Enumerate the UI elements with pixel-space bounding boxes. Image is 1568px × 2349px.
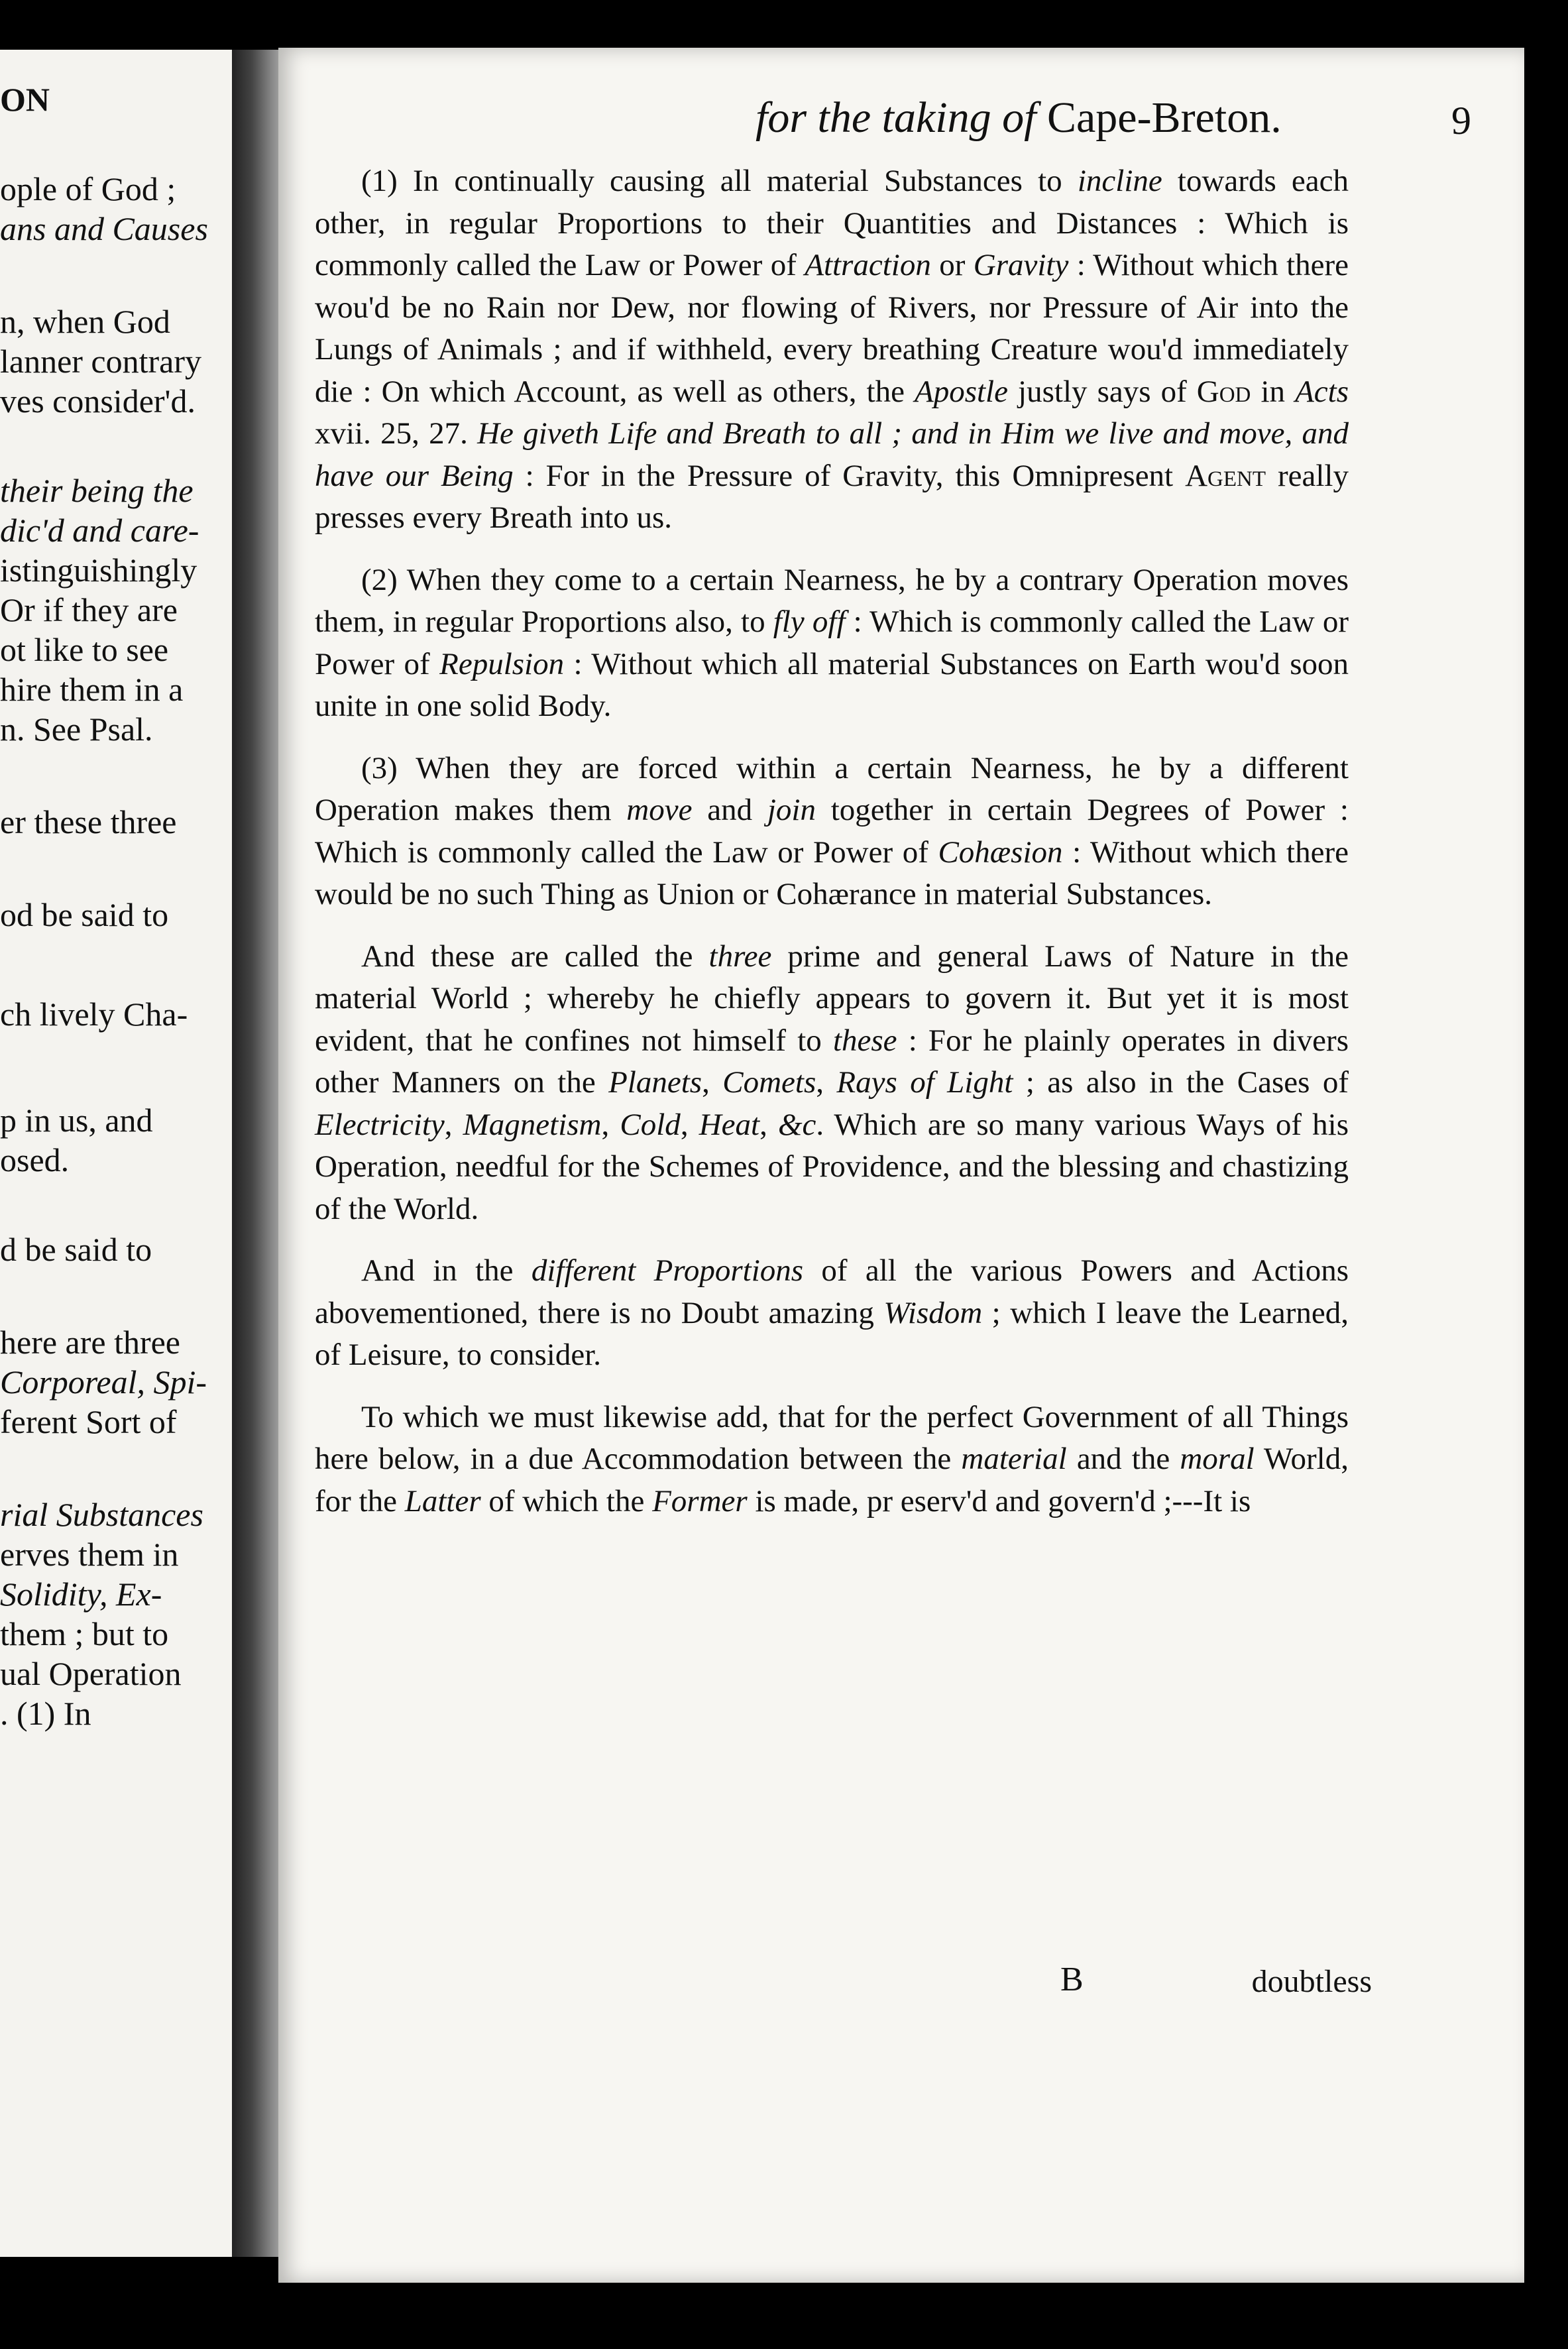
facing-page-line: their being the bbox=[0, 472, 194, 509]
running-head-italic: for the taking of bbox=[756, 93, 1036, 142]
facing-page-fragment bbox=[0, 50, 232, 2257]
facing-page-line: rial Substances bbox=[0, 1496, 203, 1533]
facing-page-line: od be said to bbox=[0, 896, 169, 933]
page-header bbox=[477, 93, 1484, 152]
page bbox=[278, 48, 1524, 2283]
page-number: 9 bbox=[1451, 99, 1471, 143]
facing-page-line: ot like to see bbox=[0, 631, 169, 668]
catchword: doubtless bbox=[1251, 1964, 1372, 1999]
facing-page-line: ch lively Cha- bbox=[0, 996, 188, 1033]
facing-page-line: here are three bbox=[0, 1324, 180, 1361]
facing-page-line: ual Operation bbox=[0, 1655, 182, 1692]
facing-page-line: lanner contrary bbox=[0, 343, 202, 380]
facing-page-line: dic'd and care- bbox=[0, 512, 199, 549]
paragraph: (2) When they come to a certain Nearness, he by a contrary Operation moves them, in regular Proportions also, to fly off : Which is commonly called the Law or Power of Repulsion : Without which all material Substances on Earth wou'd soon unite in one solid Body. bbox=[315, 562, 1349, 723]
facing-page-line: ON bbox=[0, 81, 50, 118]
facing-page-line: . (1) In bbox=[0, 1695, 91, 1732]
paragraph: To which we must likewise add, that for the perfect Government of all Things here below, in a due Accommodation between the material and the moral World, for the Latter of which the Former is made, pr eserv'd and govern'd ;---It is bbox=[315, 1399, 1349, 1518]
facing-page-line: erves them in bbox=[0, 1536, 179, 1573]
running-head bbox=[756, 93, 1282, 143]
facing-page-line: them ; but to bbox=[0, 1615, 169, 1652]
facing-page-line: hire them in a bbox=[0, 671, 184, 708]
paragraph: And in the different Proportions of all the various Powers and Actions abovementioned, there is no Doubt amazing Wisdom ; which I leave the Learned, of Leisure, to consider. bbox=[315, 1253, 1349, 1372]
body-text bbox=[315, 160, 1349, 1542]
facing-page-line: Solidity, Ex- bbox=[0, 1576, 162, 1613]
facing-page-line: n. See Psal. bbox=[0, 711, 153, 748]
paragraph: (3) When they are forced within a certain Nearness, he by a different Operation makes them move and join together in certain Degrees of Power : Which is commonly called the Law or Power of Cohæsion : Without which there would be no such Thing as Union or Cohærance in material Substances. bbox=[315, 750, 1349, 911]
facing-page-line: p in us, and bbox=[0, 1102, 153, 1139]
facing-page-line: Corporeal, Spi- bbox=[0, 1363, 207, 1401]
facing-page-line: Or if they are bbox=[0, 591, 178, 628]
paragraph: (1) In continually causing all material Substances to incline towards each other, in regular Proportions to their Quantities and Distances : Which is commonly called the Law or Power of Attraction or Gravity : Without which there wou'd be no Rain nor Dew, nor flowing of Rivers, nor Pressure of Air into the Lungs of Animals ; and if withheld, every breathing Creature wou'd immediately die : On which Account, as well as others, the Apostle justly says of God in Acts xvii. 25, 27. He giveth Life and Breath to all ; and in Him we live and move, and have our Being : For in the Pressure of Gravity, this Omnipresent Agent really presses every Breath into us. bbox=[315, 164, 1349, 535]
facing-page-line: ferent Sort of bbox=[0, 1403, 177, 1440]
facing-page-line: ans and Causes bbox=[0, 210, 208, 247]
paragraph: And these are called the three prime and general Laws of Nature in the material World ; whereby he chiefly appears to govern it. But yet it is most evident, that he confines not himself to these : For he plainly operates in divers other Manners on the Planets, Comets, Rays of Light ; as also in the Cases of Electricity, Magnetism, Cold, Heat, &c. Which are so many various Ways of his Operation, needful for the Schemes of Providence, and the blessing and chastizing of the World. bbox=[315, 939, 1349, 1226]
facing-page-line: ves consider'd. bbox=[0, 382, 196, 420]
running-head-roman: Cape-Breton. bbox=[1046, 93, 1282, 142]
facing-page-line: osed. bbox=[0, 1141, 70, 1178]
facing-page-line: istinguishingly bbox=[0, 551, 197, 589]
signature-mark: B bbox=[1060, 1961, 1084, 1998]
facing-page-line: n, when God bbox=[0, 303, 170, 340]
facing-page-line: er these three bbox=[0, 803, 177, 840]
facing-page-line: d be said to bbox=[0, 1231, 152, 1268]
facing-page-line: ople of God ; bbox=[0, 170, 176, 207]
